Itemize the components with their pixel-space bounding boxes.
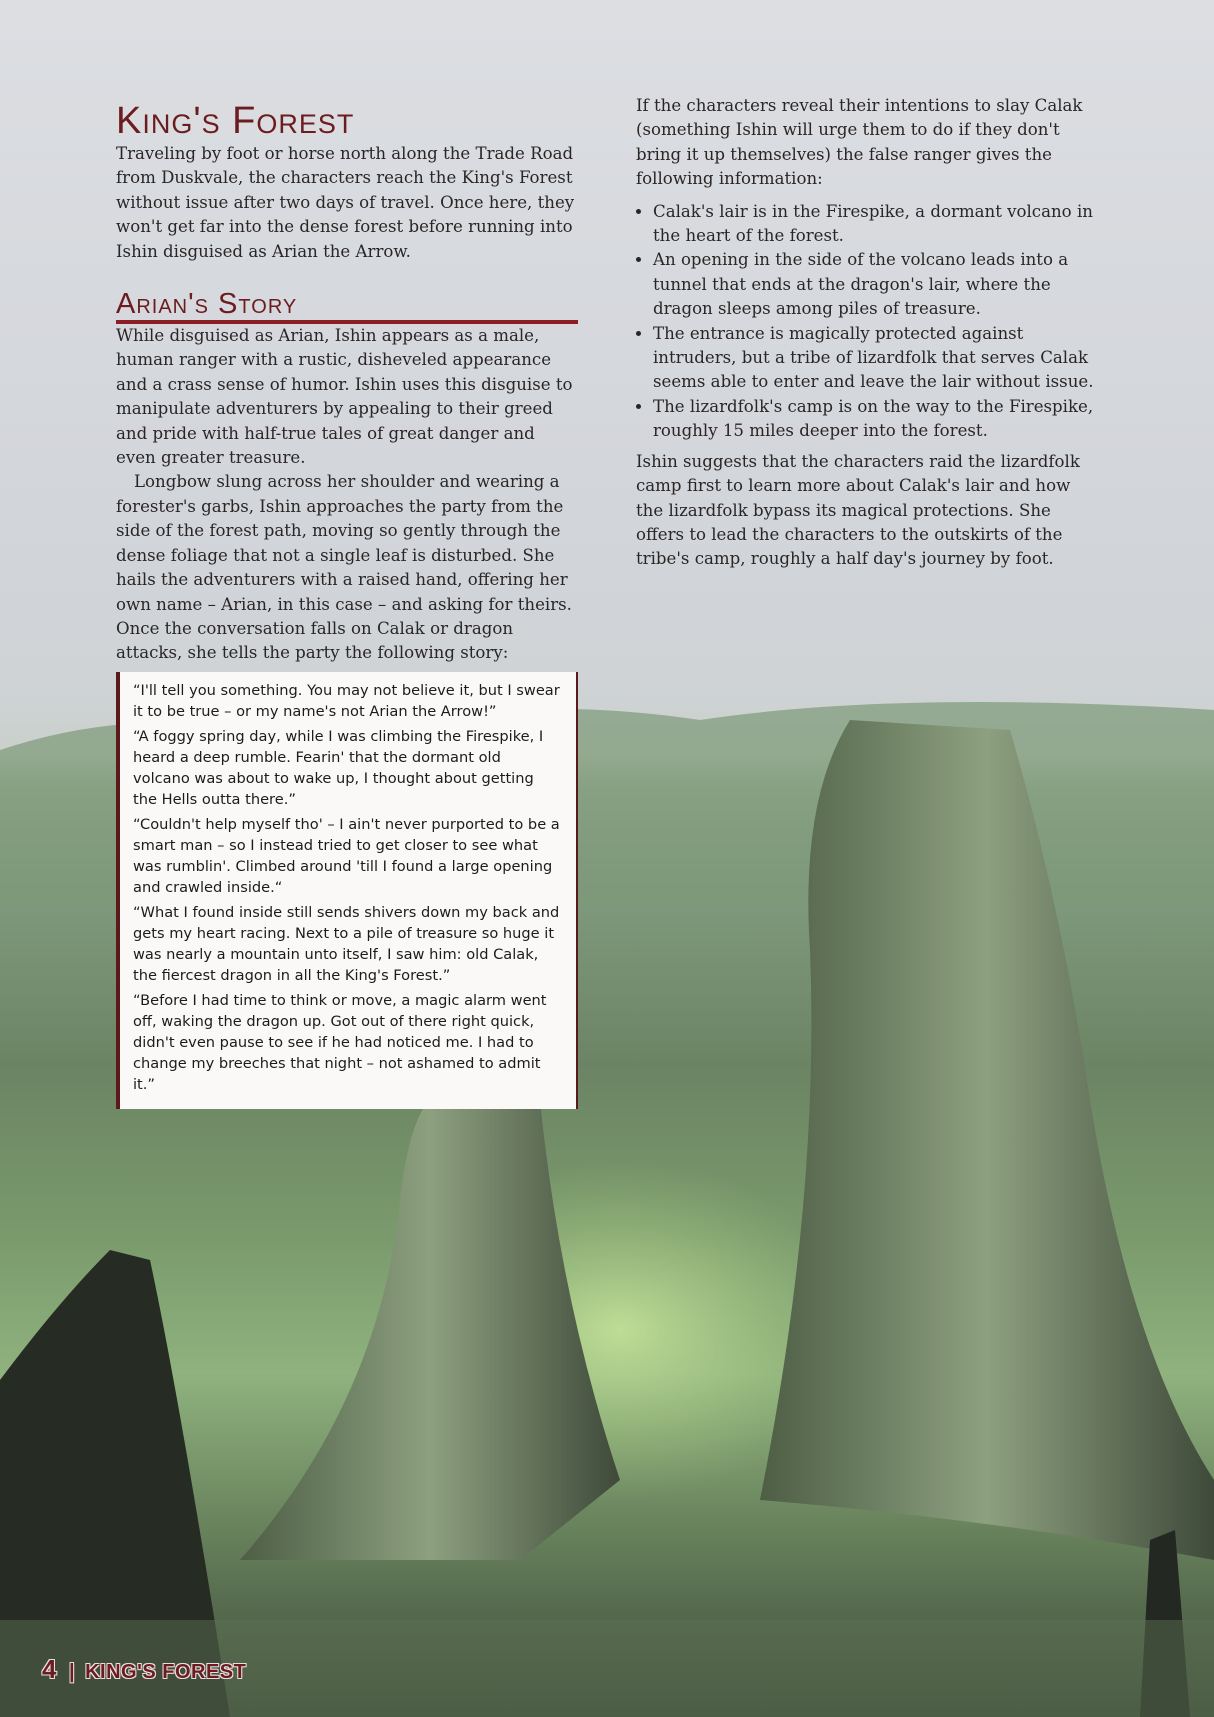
center-tree (240, 1080, 620, 1560)
quote-paragraph: “Before I had time to think or move, a magic alarm went off, waking the dragon up. Got out of there right quick, didn't even pause to see if he had noticed me. I had to change my breeches that night – not ashamed to admit it.” (133, 991, 547, 1093)
left-column (116, 100, 578, 1109)
page-title: King's Forest (116, 100, 355, 142)
footer-separator: | (68, 1661, 76, 1683)
list-item: • The lizardfolk's camp is on the way to the Firespike, roughly 15 miles deeper into the forest. (653, 395, 1098, 444)
closing-paragraph: Ishin suggests that the characters raid the lizardfolk camp first to learn more about Calak's lair and how the lizardfolk bypass its magical protections. She offers to lead the characters to the outskirts of the tribe's camp, roughly a half day's journey by foot. (636, 451, 1080, 569)
intro-paragraph: Traveling by foot or horse north along the Trade Road from Duskvale, the characters reach the King's Forest without issue after two days of travel. Once here, they won't get far into the dense forest before running into Ishin disguised as Arian the Arrow. (116, 144, 575, 261)
quote-paragraph: “A foggy spring day, while I was climbing the Firespike, I heard a deep rumble. Fearin' that the dormant old volcano was about to wake up, I thought about getting the Hells outta there.” (133, 727, 544, 808)
list-item: • An opening in the side of the volcano leads into a tunnel that ends at the dragon's lair, where the dragon sleeps among piles of treasure. (653, 248, 1098, 321)
read-aloud-box (116, 672, 578, 1109)
footer-chapter: KING'S FOREST (85, 1661, 247, 1683)
quote-paragraph: “I'll tell you something. You may not believe it, but I swear it to be true – or my name's not Arian the Arrow!” (133, 681, 560, 720)
section-paragraph: While disguised as Arian, Ishin appears as a male, human ranger with a rustic, disheveled appearance and a crass sense of humor. Ishin uses this disguise to manipulate adventurers by appealing to their greed and pride with half-true tales of great danger and even greater treasure. (116, 326, 573, 468)
section-paragraph: Longbow slung across her shoulder and wearing a forester's garbs, Ishin approaches the party from the side of the forest path, moving so gently through the dense foliage that not a single leaf is disturbed. She hails the adventurers with a raised hand, offering her own name – Arian, in this case – and asking for theirs. Once the conversation falls on Calak or dragon attacks, she tells the party the following story: (116, 472, 572, 663)
right-column (636, 94, 1098, 572)
quote-paragraph: “What I found inside still sends shivers down my back and gets my heart racing. Next to a pile of treasure so huge it was nearly a mountain unto itself, I saw him: old Calak, the fiercest dragon in all the King's Forest.” (133, 903, 560, 984)
lead-paragraph: If the characters reveal their intentions to slay Calak (something Ishin will urge them to do if they don't bring it up themselves) the false ranger gives the following information: (636, 96, 1083, 189)
page-number: 4 (42, 1654, 57, 1684)
list-item: • Calak's lair is in the Firespike, a dormant volcano in the heart of the forest. (653, 200, 1098, 249)
section-heading: Arian's Story (116, 288, 578, 324)
quote-paragraph: “Couldn't help myself tho' – I ain't never purported to be a smart man – so I instead tried to get closer to see what was rumblin'. Climbed around 'till I found a large opening and crawled inside.“ (133, 815, 560, 896)
page-footer (42, 1654, 246, 1685)
list-item: • The entrance is magically protected against intruders, but a tribe of lizardfolk that serves Calak seems able to enter and leave the lair without issue. (653, 322, 1098, 395)
info-list (636, 200, 1098, 444)
